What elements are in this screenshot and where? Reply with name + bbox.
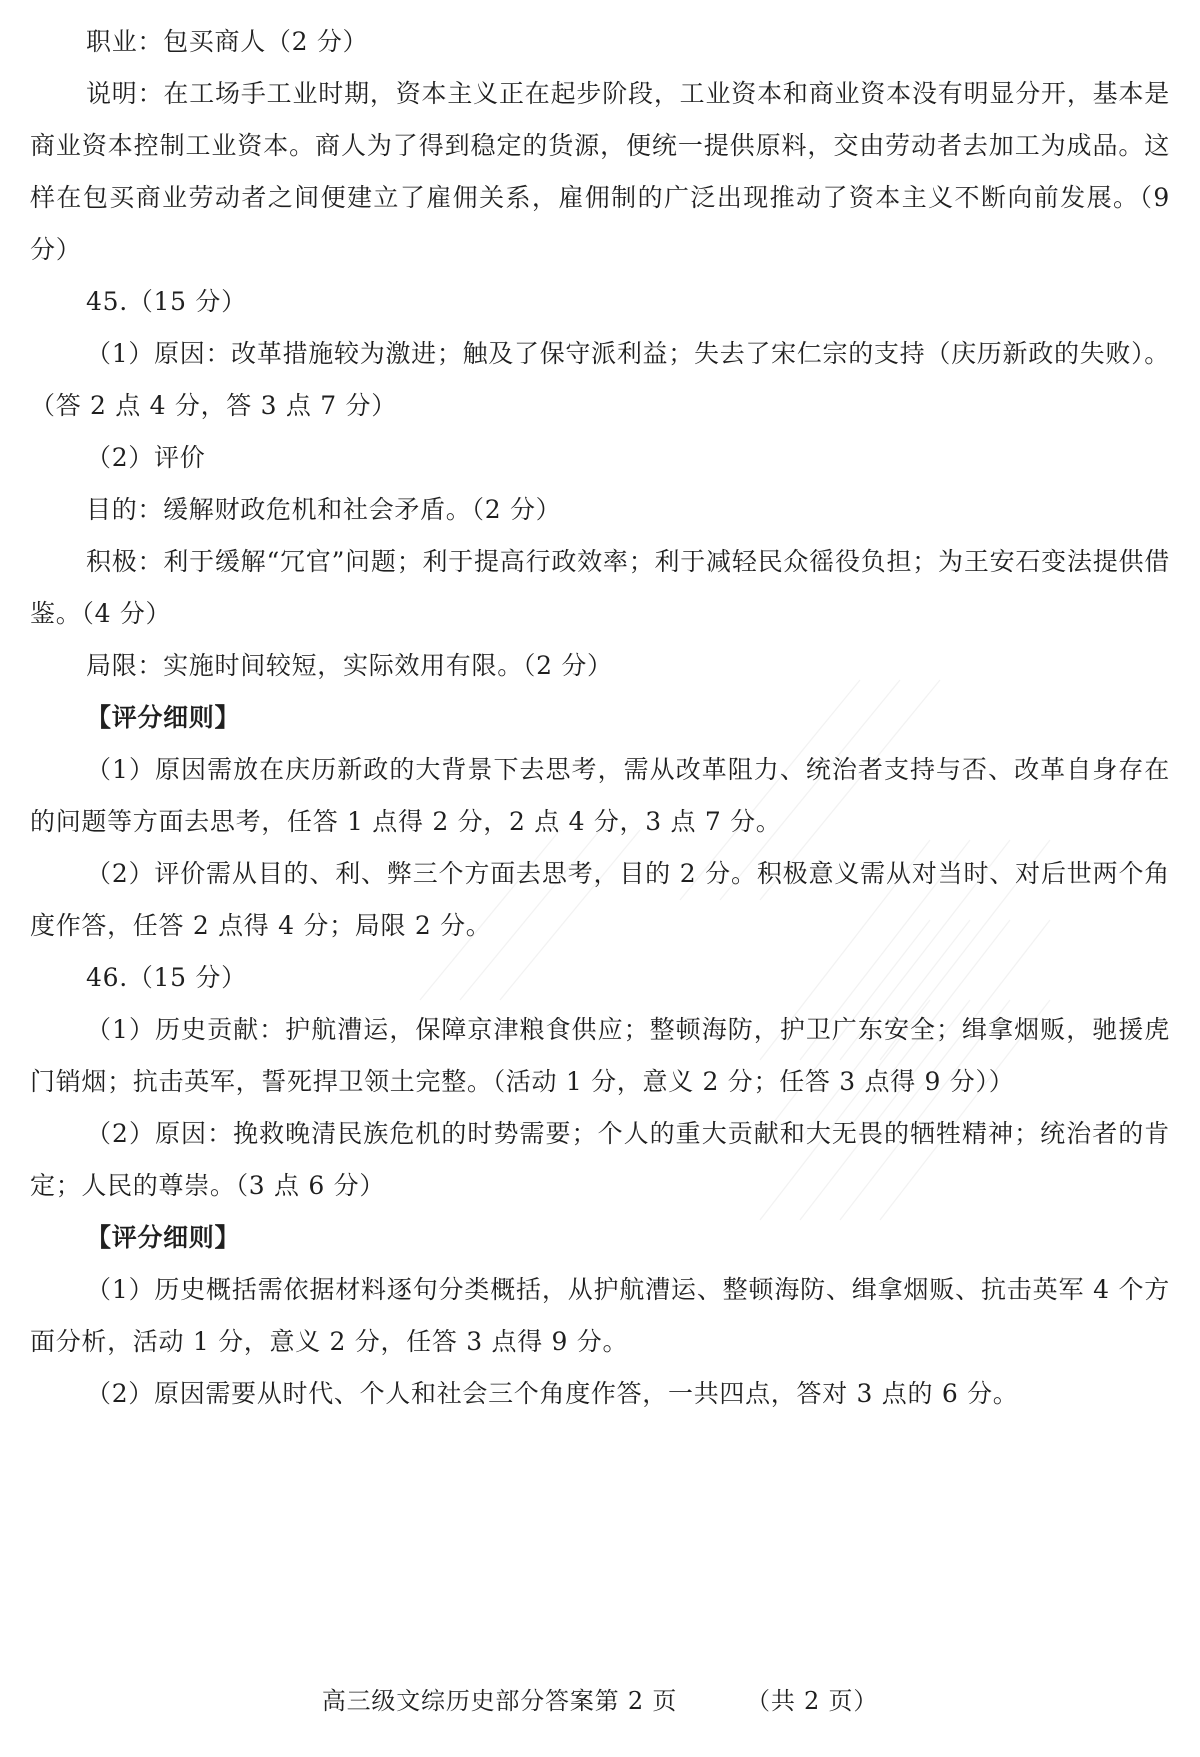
scoring-rule-45-2: （2）评价需从目的、利、弊三个方面去思考，目的 2 分。积极意义需从对当时、对后世两个角度作答，任答 2 点得 4 分；局限 2 分。 — [30, 859, 1170, 940]
footer-total-pages: （共 2 页） — [746, 1687, 879, 1715]
footer-page-label: 高三级文综历史部分答案第 2 页 — [321, 1687, 678, 1715]
scoring-rules-heading-1: 【评分细则】 — [86, 703, 241, 732]
document-body — [30, 16, 1170, 1420]
scoring-rule-46-1: （1）历史概括需依据材料逐句分类概括，从护航漕运、整顿海防、缉拿烟贩、抗击英军 4 个方面分析，活动 1 分，意义 2 分，任答 3 点得 9 分。 — [30, 1275, 1170, 1356]
occupation-line: 职业：包买商人（2 分） — [86, 27, 369, 56]
question-46-heading: 46.（15 分） — [86, 963, 247, 992]
question-46-part-2: （2）原因：挽救晚清民族危机的时势需要；个人的重大贡献和大无畏的牺牲精神；统治者的肯定；人民的尊崇。（3 点 6 分） — [30, 1119, 1170, 1200]
limitation-line: 局限：实施时间较短，实际效用有限。（2 分） — [86, 651, 613, 680]
question-45-part-1: （1）原因：改革措施较为激进；触及了保守派利益；失去了宋仁宗的支持（庆历新政的失败）。（答 2 点 4 分，答 3 点 7 分） — [30, 339, 1170, 420]
question-45-part-2-heading: （2）评价 — [86, 443, 206, 472]
question-46-part-1: （1）历史贡献：护航漕运，保障京津粮食供应；整顿海防，护卫广东安全；缉拿烟贩，驰援虎门销烟；抗击英军，誓死捍卫领土完整。（活动 1 分，意义 2 分；任答 3 点得 9 分）） — [30, 1015, 1170, 1096]
page-footer — [0, 1683, 1200, 1719]
purpose-line: 目的：缓解财政危机和社会矛盾。（2 分） — [86, 495, 562, 524]
scoring-rule-45-1: （1）原因需放在庆历新政的大背景下去思考，需从改革阻力、统治者支持与否、改革自身存在的问题等方面去思考，任答 1 点得 2 分，2 点 4 分，3 点 7 分。 — [30, 755, 1170, 836]
scoring-rule-46-2: （2）原因需要从时代、个人和社会三个角度作答，一共四点，答对 3 点的 6 分。 — [86, 1379, 1019, 1408]
question-45-heading: 45.（15 分） — [86, 287, 247, 316]
positive-effects-line: 积极：利于缓解“冗官”问题；利于提高行政效率；利于减轻民众徭役负担；为王安石变法提供借鉴。（4 分） — [30, 547, 1170, 628]
explanation-paragraph: 说明：在工场手工业时期，资本主义正在起步阶段，工业资本和商业资本没有明显分开，基本是商业资本控制工业资本。商人为了得到稳定的货源，便统一提供原料，交由劳动者去加工为成品。这样在包买商业劳动者之间便建立了雇佣关系，雇佣制的广泛出现推动了资本主义不断向前发展。（9 分） — [30, 79, 1170, 264]
scoring-rules-heading-2: 【评分细则】 — [86, 1223, 241, 1252]
